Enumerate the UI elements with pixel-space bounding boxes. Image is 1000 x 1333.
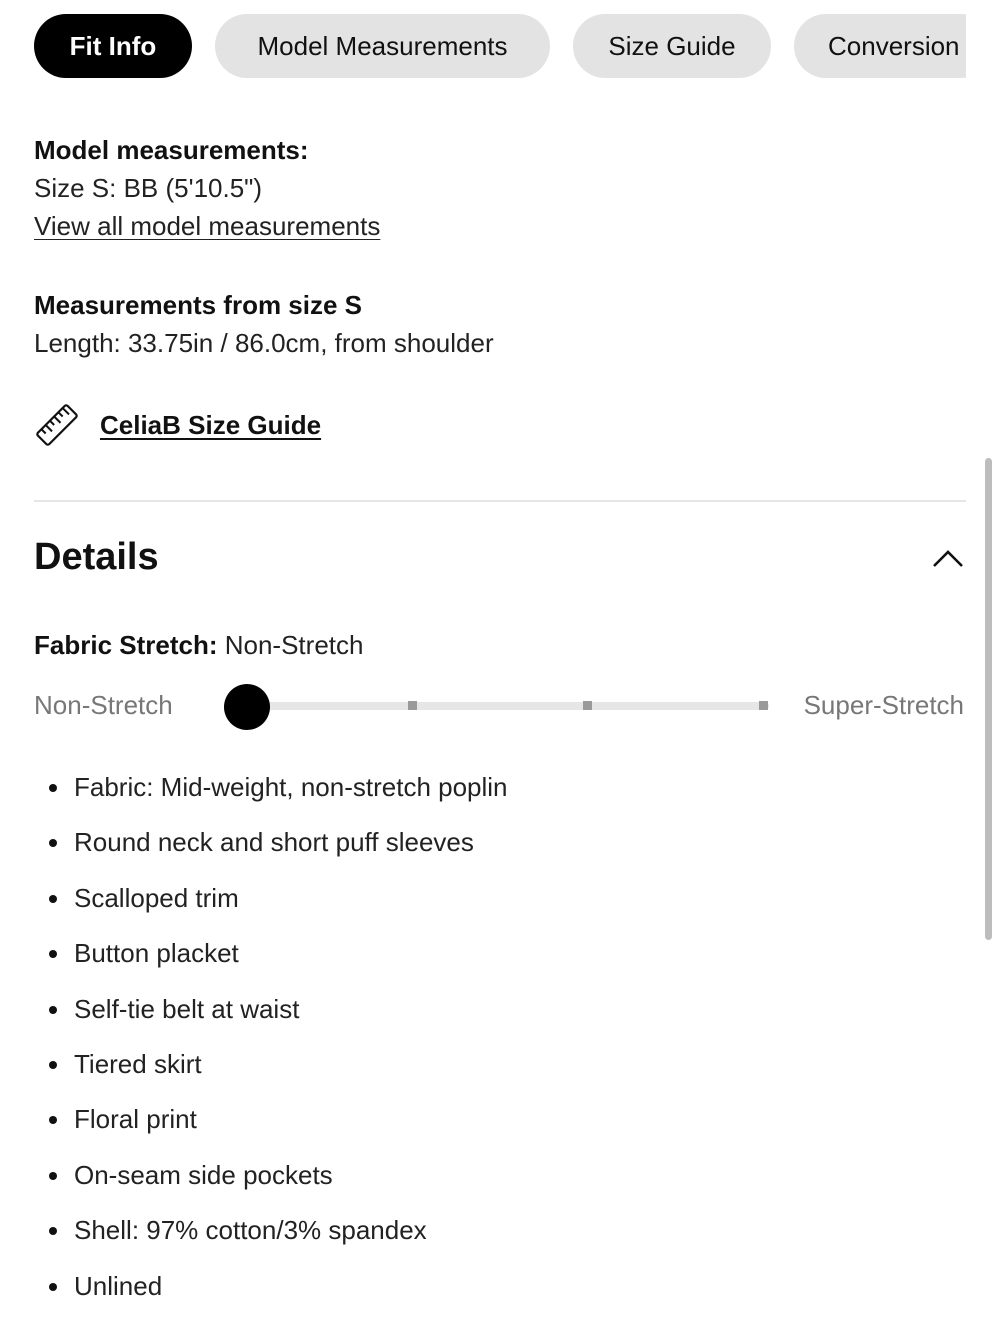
fabric-stretch-heading xyxy=(34,630,363,661)
section-divider xyxy=(34,500,966,502)
list-item xyxy=(0,1148,1000,1203)
ruler-icon xyxy=(34,402,80,448)
stretch-min-label: Non-Stretch xyxy=(34,690,173,720)
bullet-icon xyxy=(49,1283,57,1291)
bullet-icon xyxy=(49,1116,57,1124)
measurements-heading: Measurements from size S xyxy=(34,290,363,320)
list-item xyxy=(0,1203,1000,1258)
bullet-icon xyxy=(49,1006,57,1014)
bullet-icon xyxy=(49,895,57,903)
bullet-icon xyxy=(49,839,57,847)
tab-conversion[interactable]: Conversion xyxy=(794,14,966,78)
stretch-max-label: Super-Stretch xyxy=(803,690,964,720)
stretch-tick xyxy=(759,701,768,710)
list-item-text: Round neck and short puff sleeves xyxy=(74,827,474,858)
details-list xyxy=(0,760,1000,1314)
list-item xyxy=(0,760,1000,815)
scrollbar[interactable] xyxy=(985,458,992,940)
list-item-text: Button placket xyxy=(74,938,239,969)
tab-bar xyxy=(34,14,966,80)
length-text: Length: 33.75in / 86.0cm, from shoulder xyxy=(34,328,494,358)
stretch-tick xyxy=(583,701,592,710)
list-item-text: Self-tie belt at waist xyxy=(74,993,300,1024)
list-item xyxy=(0,926,1000,981)
list-item xyxy=(0,1092,1000,1147)
stretch-slider-knob[interactable] xyxy=(224,684,270,730)
bullet-icon xyxy=(49,1061,57,1069)
view-all-model-measurements-link-wrap xyxy=(34,211,380,242)
stretch-slider-track xyxy=(246,702,769,710)
fabric-stretch-value: Non-Stretch xyxy=(224,630,364,660)
bullet-icon xyxy=(49,1227,57,1235)
tab-fit-info[interactable]: Fit Info xyxy=(34,14,192,78)
size-guide-row[interactable] xyxy=(34,402,434,450)
list-item xyxy=(0,1037,1000,1092)
details-title: Details xyxy=(34,536,159,578)
bullet-icon xyxy=(49,950,57,958)
bullet-icon xyxy=(49,1172,57,1180)
list-item xyxy=(0,871,1000,926)
size-guide-link[interactable]: CeliaB Size Guide xyxy=(100,410,322,440)
tab-model-measurements[interactable]: Model Measurements xyxy=(215,14,550,78)
list-item-text: On-seam side pockets xyxy=(74,1159,333,1190)
tab-size-guide[interactable]: Size Guide xyxy=(573,14,771,78)
chevron-up-icon[interactable] xyxy=(930,544,966,572)
list-item xyxy=(0,982,1000,1037)
model-measurements-heading: Model measurements: xyxy=(34,135,309,165)
list-item-text: Fabric: Mid-weight, non-stretch poplin xyxy=(74,772,508,802)
view-all-model-measurements-link[interactable]: View all model measurements xyxy=(34,211,381,241)
list-item xyxy=(0,1259,1000,1314)
list-item-text: Shell: 97% cotton/3% spandex xyxy=(74,1215,427,1246)
list-item-text: Tiered skirt xyxy=(74,1048,202,1079)
list-item xyxy=(0,815,1000,870)
bullet-icon xyxy=(49,784,57,792)
list-item-text: Unlined xyxy=(74,1270,163,1301)
fabric-stretch-label: Fabric Stretch: xyxy=(34,630,218,660)
model-size-text: Size S: BB (5'10.5") xyxy=(34,173,263,203)
stretch-tick xyxy=(408,701,417,710)
list-item-text: Floral print xyxy=(74,1104,197,1135)
list-item-text: Scalloped trim xyxy=(74,882,239,913)
